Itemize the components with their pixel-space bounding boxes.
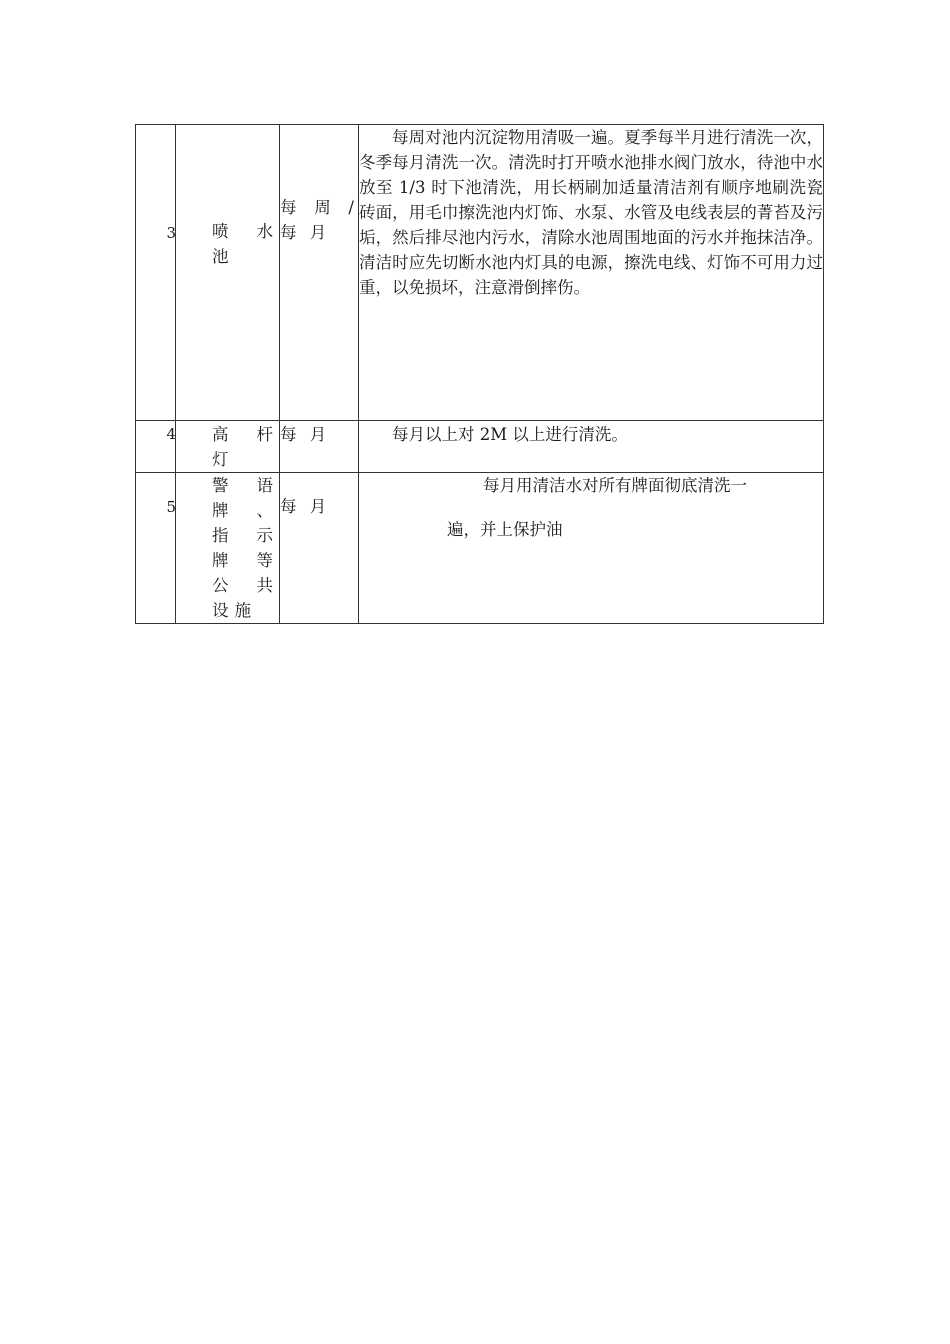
frequency-text: 每 月 [280, 497, 331, 516]
row-number: 3 [166, 224, 176, 242]
description-cell [359, 421, 824, 473]
item-cell [176, 125, 280, 421]
table-row [136, 421, 824, 473]
description-line-1: 每月用清洁水对所有牌面彻底清洗一 [483, 476, 747, 495]
frequency-text: 每 周 / 每 月 [280, 198, 358, 242]
item-name: 高 杆 灯 [212, 425, 279, 469]
frequency-cell [280, 125, 359, 421]
frequency-cell [280, 421, 359, 473]
table-row [136, 125, 824, 421]
row-number-cell [136, 473, 176, 624]
frequency-cell [280, 473, 359, 624]
row-number-cell [136, 125, 176, 421]
row-number: 5 [166, 498, 176, 516]
description-cell [359, 473, 824, 624]
description-text: 每周对池内沉淀物用清吸一遍。夏季每半月进行清洗一次，冬季每月清洗一次。清洗时打开喷水池排水阀门放水，待池中水放至 1/3 时下池清洗，用长柄刷加适量清洁剂有顺序地刷洗瓷砖面，用毛巾擦洗池内灯饰、水泵、水管及电线表层的菁苔及污垢，然后排尽池内污水，清除水池周围地面的污水并拖抹洁净。清洁时应先切断水池内灯具的电源，擦洗电线、灯饰不可用力过重，以免损坏，注意滑倒摔伤。 [359, 128, 823, 297]
description-text: 每月以上对 2M 以上进行清洗。 [392, 425, 628, 444]
item-name: 警 语 牌、指 示 牌 等 公 共 设施 [212, 476, 279, 620]
maintenance-table [135, 124, 824, 624]
item-cell [176, 421, 280, 473]
frequency-text: 每 月 [280, 425, 331, 444]
row-number: 4 [166, 425, 176, 443]
table-row [136, 473, 824, 624]
row-number-cell [136, 421, 176, 473]
item-name: 喷 水 池 [212, 222, 279, 266]
description-line-2: 遍，并上保护油 [447, 520, 563, 539]
description-cell [359, 125, 824, 421]
item-cell [176, 473, 280, 624]
